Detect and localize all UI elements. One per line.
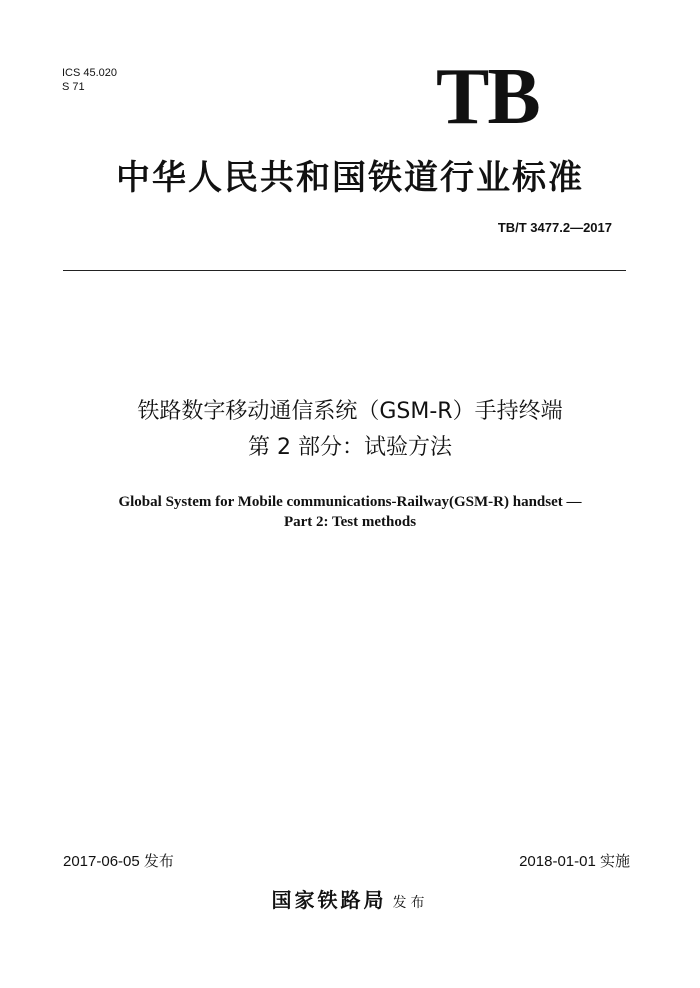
- ics-code: ICS 45.020: [62, 67, 118, 79]
- publisher-suffix: 发布: [392, 895, 429, 911]
- publisher: [0, 884, 700, 913]
- standard-number: TB/T 3477.2—2017: [497, 220, 612, 235]
- tb-logo: TB: [436, 53, 539, 141]
- document-title-cn-line1: 铁路数字移动通信系统（GSM-R）手持终端: [137, 399, 563, 424]
- document-title-en-line1: Global System for Mobile communications-Railway(GSM-R) handset —: [118, 494, 582, 510]
- classification-codes: [62, 66, 117, 94]
- document-title-cn-line2: 第 2 部分：试验方法: [248, 435, 452, 460]
- document-title-en-line2: Part 2: Test methods: [283, 514, 417, 530]
- implementation-date: 2018-01-01 实施: [519, 853, 630, 870]
- header-divider: [63, 270, 626, 271]
- ccs-code: S 71: [62, 81, 85, 93]
- standard-body-title: 中华人民共和国铁道行业标准: [116, 158, 584, 198]
- publisher-name: 国家铁路局: [271, 888, 387, 912]
- issue-date: 2017-06-05 发布: [63, 853, 174, 870]
